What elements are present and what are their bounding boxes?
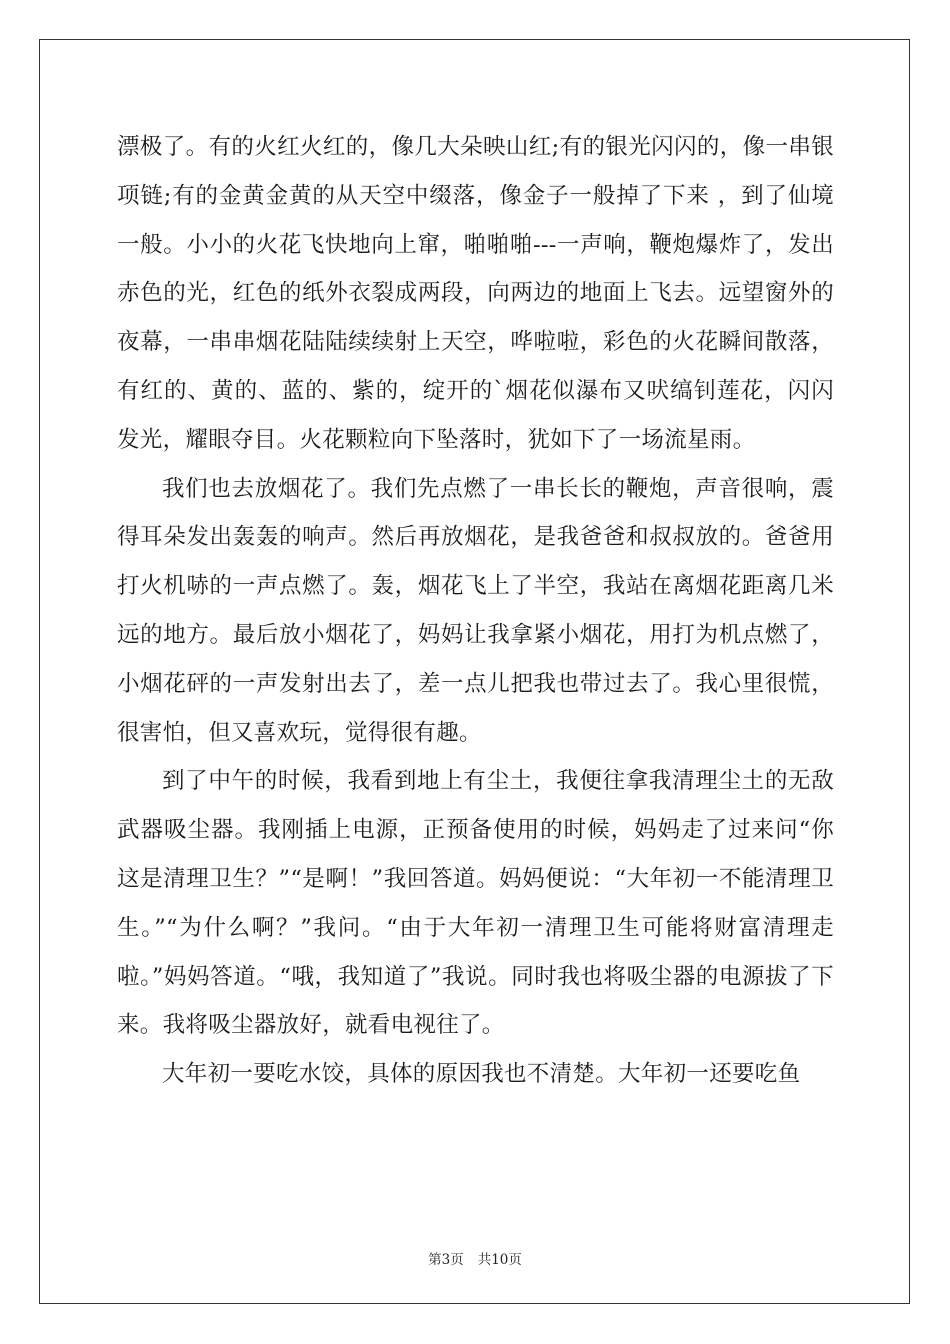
page-footer: [0, 1248, 950, 1268]
page-number: 第3页: [428, 1252, 464, 1268]
page-total: 共10页: [477, 1252, 522, 1268]
document-body: [117, 123, 834, 1099]
paragraph-4: 大年初一要吃水饺，具体的原因我也不清楚。大年初一还要吃鱼: [162, 1061, 801, 1088]
paragraph-2: 我们也去放烟花了。我们先点燃了一串长长的鞭炮，声音很响，震得耳朵发出轰轰的响声。然后再放烟花，是我爸爸和叔叔放的。爸爸用打火机哧的一声点燃了。轰，烟花飞上了半空，我站在离烟花距离几米远的地方。最后放小烟花了，妈妈让我拿紧小烟花，用打为机点燃了，小烟花砰的一声发射出去了，差一点儿把我也带过去了。我心里很慌，很害怕，但又喜欢玩，觉得很有趣。: [117, 475, 834, 746]
paragraph-3: 到了中午的时候，我看到地上有尘土，我便往拿我清理尘土的无敌武器吸尘器。我刚插上电源，正预备使用的时候，妈妈走了过来问“你这是清理卫生？”“是啊！”我回答道。妈妈便说：“大年初一不能清理卫生。”“为什么啊？”我问。“由于大年初一清理卫生可能将财富清理走啦。”妈妈答道。“哦，我知道了”我说。同时我也将吸尘器的电源拔了下来。我将吸尘器放好，就看电视往了。: [117, 768, 834, 1039]
paragraph-1: 漂极了。有的火红火红的，像几大朵映山红;有的银光闪闪的，像一串银项链;有的金黄金黄的从天空中缀落，像金子一般掉了下来 ，到了仙境一般。小小的火花飞快地向上窜，啪啪啪---一声响，鞭炮爆炸了，发出赤色的光，红色的纸外衣裂成两段，向两边的地面上飞去。远望窗外的夜幕，一串串烟花陆陆续续射上天空，哗啦啦，彩色的火花瞬间散落，有红的、黄的、蓝的、紫的，绽开的`烟花似瀑布又吠缟钊莲花，闪闪发光，耀眼夺目。火花颗粒向下坠落时，犹如下了一场流星雨。: [117, 134, 834, 453]
